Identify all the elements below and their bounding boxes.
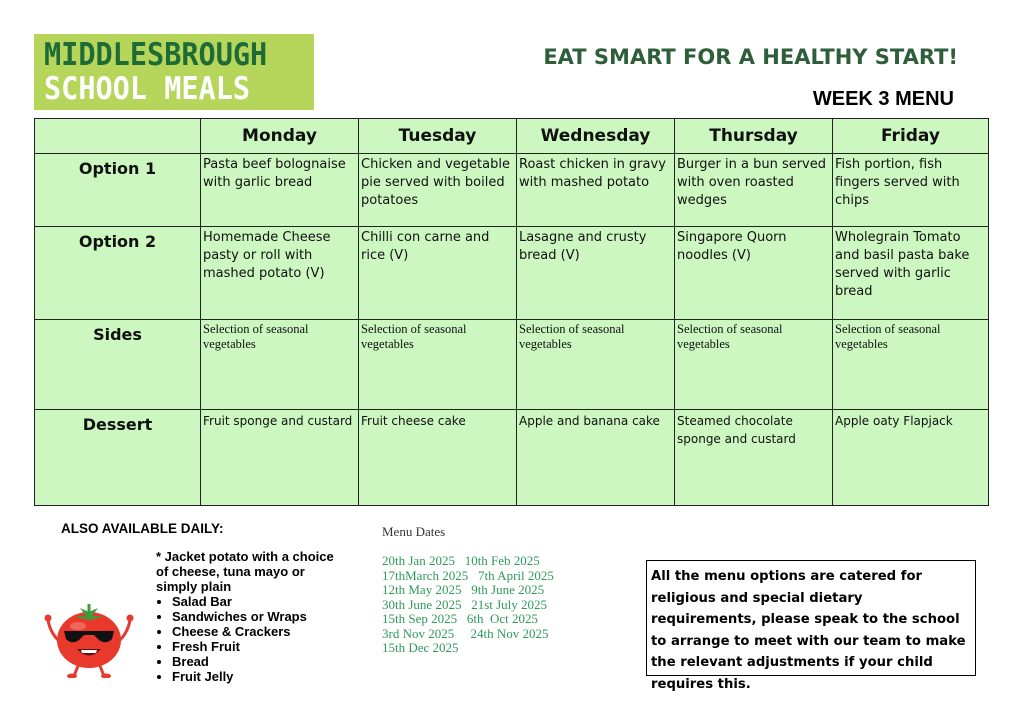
week-title: WEEK 3 MENU	[812, 88, 954, 110]
also-available-heading: ALSO AVAILABLE DAILY:	[61, 521, 224, 536]
menu-cell: Wholegrain Tomato and basil pasta bake served with garlic bread	[833, 227, 989, 320]
tomato-sunglasses-icon	[44, 598, 134, 678]
row-label: Option 2	[35, 227, 201, 320]
date-line: 17thMarch 2025 7th April 2025	[382, 567, 554, 583]
row-label: Sides	[35, 320, 201, 410]
menu-cell: Selection of seasonal vegetables	[675, 320, 833, 410]
corner-cell	[35, 119, 201, 154]
menu-cell: Roast chicken in gravy with mashed potato	[517, 154, 675, 227]
menu-cell: Chicken and vegetable pie served with boiled potatoes	[359, 154, 517, 227]
menu-dates-title: Menu Dates	[382, 524, 446, 539]
date-line: 30th June 2025 21st July 2025	[382, 596, 548, 612]
logo-line-2: SCHOOL MEALS	[44, 71, 251, 107]
list-item: • Sandwiches or Wraps	[172, 609, 307, 624]
date-line: 3rd Nov 2025 24th Nov 2025	[382, 625, 549, 641]
menu-cell: Steamed chocolate sponge and custard	[675, 410, 833, 506]
menu-cell: Fish portion, fish fingers served with chips	[833, 154, 989, 227]
logo	[34, 34, 314, 110]
list-item: • Bread	[172, 654, 307, 669]
menu-cell: Singapore Quorn noodles (V)	[675, 227, 833, 320]
date-line: 12th May 2025 9th June 2025	[382, 582, 545, 597]
menu-cell: Apple oaty Flapjack	[833, 410, 989, 506]
list-item: • Cheese & Crackers	[172, 624, 307, 639]
jacket-potato-note: * Jacket potato with a choice of cheese, tuna mayo or simply plain	[156, 549, 334, 594]
date-line: 15th Dec 2025	[382, 640, 459, 655]
date-line: 20th Jan 2025 10th Feb 2025	[382, 553, 540, 568]
menu-cell: Selection of seasonal vegetables	[833, 320, 989, 410]
daily-items-list	[156, 594, 307, 684]
day-header: Monday	[201, 119, 359, 154]
list-item: • Fresh Fruit	[172, 639, 307, 654]
row-label: Dessert	[35, 410, 201, 506]
slogan: EAT SMART FOR A HEALTHY START!	[543, 45, 958, 69]
day-header: Wednesday	[517, 119, 675, 154]
menu-cell: Pasta beef bolognaise with garlic bread	[201, 154, 359, 227]
day-header: Thursday	[675, 119, 833, 154]
menu-cell: Selection of seasonal vegetables	[517, 320, 675, 410]
day-header: Tuesday	[359, 119, 517, 154]
menu-cell: Fruit cheese cake	[359, 410, 517, 506]
table-row	[35, 154, 989, 227]
menu-cell: Lasagne and crusty bread (V)	[517, 227, 675, 320]
menu-cell: Apple and banana cake	[517, 410, 675, 506]
menu-cell: Selection of seasonal vegetables	[359, 320, 517, 410]
logo-line-1: MIDDLESBROUGH	[44, 37, 268, 73]
day-header: Friday	[833, 119, 989, 154]
menu-table	[34, 118, 989, 506]
row-label: Option 1	[35, 154, 201, 227]
table-row	[35, 227, 989, 320]
dietary-notice: All the menu options are catered for religious and special dietary requirements, please speak to the school to arrange to meet with our team to make the relevant adjustments if your child requires this.	[646, 560, 976, 676]
table-row	[35, 320, 989, 410]
table-row	[35, 410, 989, 506]
menu-cell: Homemade Cheese pasty or roll with mashed potato (V)	[201, 227, 359, 320]
menu-cell: Burger in a bun served with oven roasted wedges	[675, 154, 833, 227]
date-line: 15th Sep 2025 6th Oct 2025	[382, 611, 538, 626]
table-header-row	[35, 119, 989, 154]
menu-cell: Fruit sponge and custard	[201, 410, 359, 506]
menu-cell: Selection of seasonal vegetables	[201, 320, 359, 410]
menu-dates-list	[382, 554, 554, 656]
menu-cell: Chilli con carne and rice (V)	[359, 227, 517, 320]
list-item: • Fruit Jelly	[172, 669, 307, 684]
list-item: • Salad Bar	[172, 594, 307, 609]
